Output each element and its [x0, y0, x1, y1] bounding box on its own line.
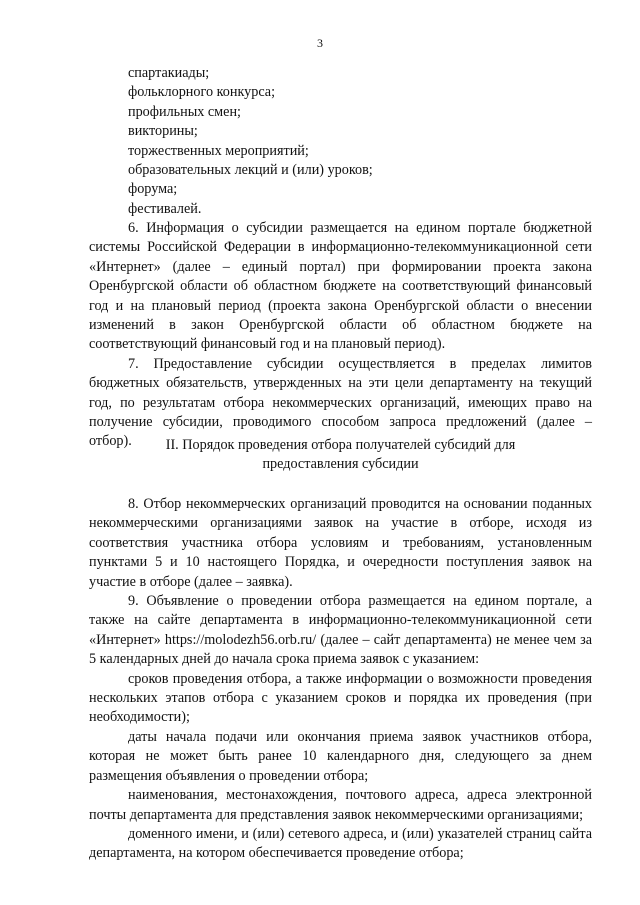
list-item: фестивалей. [128, 200, 202, 217]
section1-body [89, 219, 592, 452]
paragraph-9-item: наименования, местонахождения, почтового адреса, адреса электронной почты департамента для представления заявок некоммерческими организациями; [89, 787, 592, 823]
paragraph-9-item: доменного имени, и (или) сетевого адреса, и (или) указателей страниц сайта департамента, на котором обеспечивается проведение отбора; [89, 825, 592, 862]
paragraph-6: 6. Информация о субсидии размещается на едином портале бюджетной системы Российской Федерации в информационно-телекоммуникационной сети «Интернет» (далее – единый портал) при формировании проекта закона Оренбургской области об областном бюджете на соответствующий финансовый год и на плановый период (проекта закона Оренбургской области о внесении изменений в закон Оренбургской области об областном бюджете на соответствующий финансовый год и на плановый период). [89, 220, 592, 353]
section-heading [89, 436, 592, 475]
list-item: викторины; [128, 123, 198, 140]
paragraph-9: 9. Объявление о проведении отбора размещается на едином портале, а также на сайте департамента в информационно-телекоммуникационной сети «Интернет» https://molodezh56.orb.ru/ (далее – сайт департамента) не менее чем за 5 календарных дней до начала срока приема заявок с указанием: [89, 593, 592, 668]
event-list [89, 64, 592, 219]
list-item: торжественных мероприятий; [128, 142, 309, 159]
heading-line: предоставления субсидии [262, 456, 419, 473]
paragraph-9-item: даты начала подачи или окончания приема заявок участников отбора, которая не может быть ранее 10 календарного дня, следующего за днем размещения объявления о проведении отбора; [89, 728, 592, 784]
list-item: профильных смен; [128, 103, 241, 120]
list-item: форума; [128, 181, 178, 198]
list-item: образовательных лекций и (или) уроков; [128, 162, 373, 179]
section2-body [89, 495, 592, 864]
paragraph-7: 7. Предоставление субсидии осуществляется в пределах лимитов бюджетных обязательств, утвержденных на эти цели департаменту на текущий год, по результатам отбора некоммерческих организаций, имеющих право на получение субсидии, проводимого способом запроса предложений (далее – отбор). [89, 355, 592, 450]
list-item: фольклорного конкурса; [128, 84, 276, 101]
page-number: 3 [317, 36, 323, 50]
list-item: спартакиады; [128, 65, 210, 81]
paragraph-9-item: сроков проведения отбора, а также информации о возможности проведения нескольких этапов отбора с указанием сроков и порядка их проведения (при необходимости); [89, 670, 592, 726]
paragraph-8: 8. Отбор некоммерческих организаций проводится на основании поданных некоммерческими организациями заявок на участие в отборе, исходя из соответствия участника отбора условиям и требованиям, установленным пунктами 5 и 10 настоящего Порядка, и очередности поступления заявок на участие в отборе (далее – заявка). [89, 496, 592, 590]
heading-line: II. Порядок проведения отбора получателей субсидий для [165, 437, 516, 453]
